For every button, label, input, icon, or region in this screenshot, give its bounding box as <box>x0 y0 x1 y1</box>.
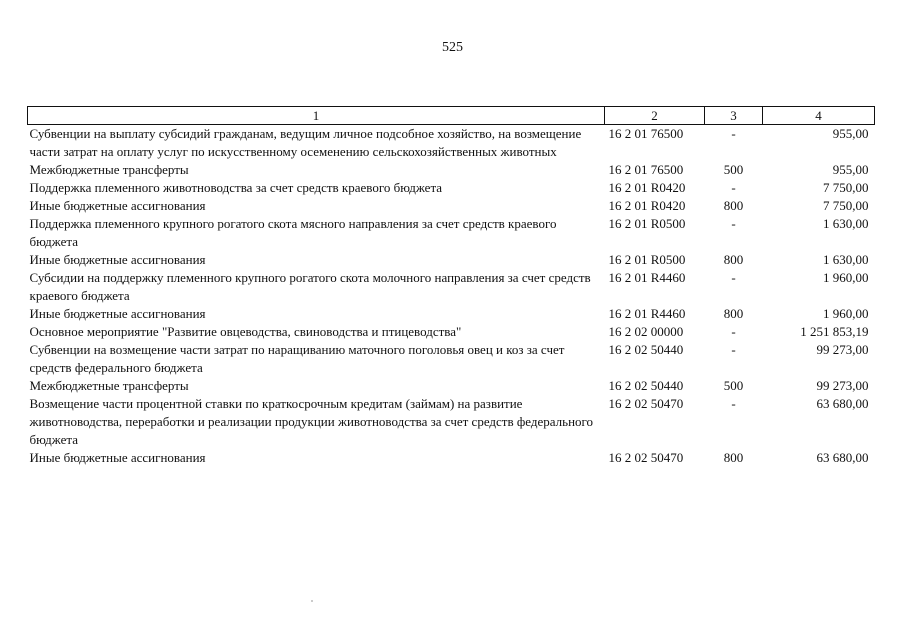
row-code: 16 2 02 50470 <box>608 396 684 411</box>
row-amount: 99 273,00 <box>816 378 869 393</box>
row-amount: 1 251 853,19 <box>800 324 869 339</box>
header-row <box>28 107 875 125</box>
row-amount: 7 750,00 <box>823 198 869 213</box>
row-amount: 7 750,00 <box>823 180 869 195</box>
row-name: Поддержка племенного крупного рогатого скота мясного направления за счет средств краевого бюджета <box>29 216 557 249</box>
table-row <box>28 161 875 179</box>
table-row <box>28 395 875 449</box>
table-row <box>28 323 875 341</box>
budget-table <box>27 106 875 467</box>
row-type: - <box>731 270 736 285</box>
row-name: Межбюджетные трансферты <box>29 378 189 393</box>
table-row <box>28 215 875 251</box>
row-name: Иные бюджетные ассигнования <box>29 198 206 213</box>
row-name: Иные бюджетные ассигнования <box>29 252 206 267</box>
row-code: 16 2 01 R0500 <box>608 252 686 267</box>
row-code: 16 2 01 76500 <box>608 162 684 177</box>
row-code: 16 2 02 50470 <box>608 450 684 465</box>
row-type: 800 <box>723 198 744 213</box>
row-amount: 99 273,00 <box>816 342 869 357</box>
row-type: - <box>731 216 736 231</box>
row-code: 16 2 01 R4460 <box>608 270 686 285</box>
row-name: Основное мероприятие "Развитие овцеводства, свиноводства и птицеводства" <box>29 324 462 339</box>
row-amount: 63 680,00 <box>816 396 869 411</box>
row-type: 800 <box>723 306 744 321</box>
row-name: Возмещение части процентной ставки по краткосрочным кредитам (займам) на развитие животноводства, переработки и реализации продукции животноводства за счет средств федерального бюджета <box>29 396 594 447</box>
table-row <box>28 125 875 162</box>
header-col-1: 1 <box>28 107 605 125</box>
row-amount: 1 630,00 <box>823 252 869 267</box>
row-name: Субвенции на возмещение части затрат по наращиванию маточного поголовья овец и коз за счет средств федерального бюджета <box>29 342 565 375</box>
table-row <box>28 377 875 395</box>
row-code: 16 2 02 50440 <box>608 378 684 393</box>
row-name: Иные бюджетные ассигнования <box>29 306 206 321</box>
row-name: Поддержка племенного животноводства за счет средств краевого бюджета <box>29 180 443 195</box>
row-type: 500 <box>723 162 744 177</box>
scan-artifact-dot <box>311 600 313 602</box>
row-name: Субвенции на выплату субсидий гражданам, ведущим личное подсобное хозяйство, на возмещение части затрат на оплату услуг по искусственному осеменению сельскохозяйственных животных <box>29 126 582 159</box>
row-code: 16 2 01 R0500 <box>608 216 686 231</box>
row-type: - <box>731 396 736 411</box>
row-code: 16 2 01 R0420 <box>608 198 686 213</box>
header-col-4: 4 <box>763 107 875 125</box>
row-amount: 1 630,00 <box>823 216 869 231</box>
table-row <box>28 197 875 215</box>
header-col-3: 3 <box>705 107 763 125</box>
row-code: 16 2 01 R0420 <box>608 180 686 195</box>
row-amount: 63 680,00 <box>816 450 869 465</box>
row-type: 800 <box>723 450 744 465</box>
row-amount: 955,00 <box>832 126 869 141</box>
row-code: 16 2 02 50440 <box>608 342 684 357</box>
table-row <box>28 269 875 305</box>
row-type: 500 <box>723 378 744 393</box>
table-header <box>28 107 875 125</box>
row-code: 16 2 02 00000 <box>608 324 684 339</box>
row-type: - <box>731 126 736 141</box>
row-type: - <box>731 342 736 357</box>
table-row <box>28 449 875 467</box>
row-name: Иные бюджетные ассигнования <box>29 450 206 465</box>
table-row <box>28 341 875 377</box>
row-type: - <box>731 180 736 195</box>
row-code: 16 2 01 76500 <box>608 126 684 141</box>
row-name: Субсидии на поддержку племенного крупного рогатого скота молочного направления за счет средств краевого бюджета <box>29 270 591 303</box>
table-row <box>28 305 875 323</box>
table-row <box>28 251 875 269</box>
row-type: - <box>731 324 736 339</box>
row-amount: 1 960,00 <box>823 306 869 321</box>
row-amount: 955,00 <box>832 162 869 177</box>
row-name: Межбюджетные трансферты <box>29 162 189 177</box>
row-code: 16 2 01 R4460 <box>608 306 686 321</box>
table-row <box>28 179 875 197</box>
table-body <box>28 125 875 468</box>
row-amount: 1 960,00 <box>823 270 869 285</box>
header-col-2: 2 <box>605 107 705 125</box>
row-type: 800 <box>723 252 744 267</box>
page-number: 525 <box>442 40 463 55</box>
